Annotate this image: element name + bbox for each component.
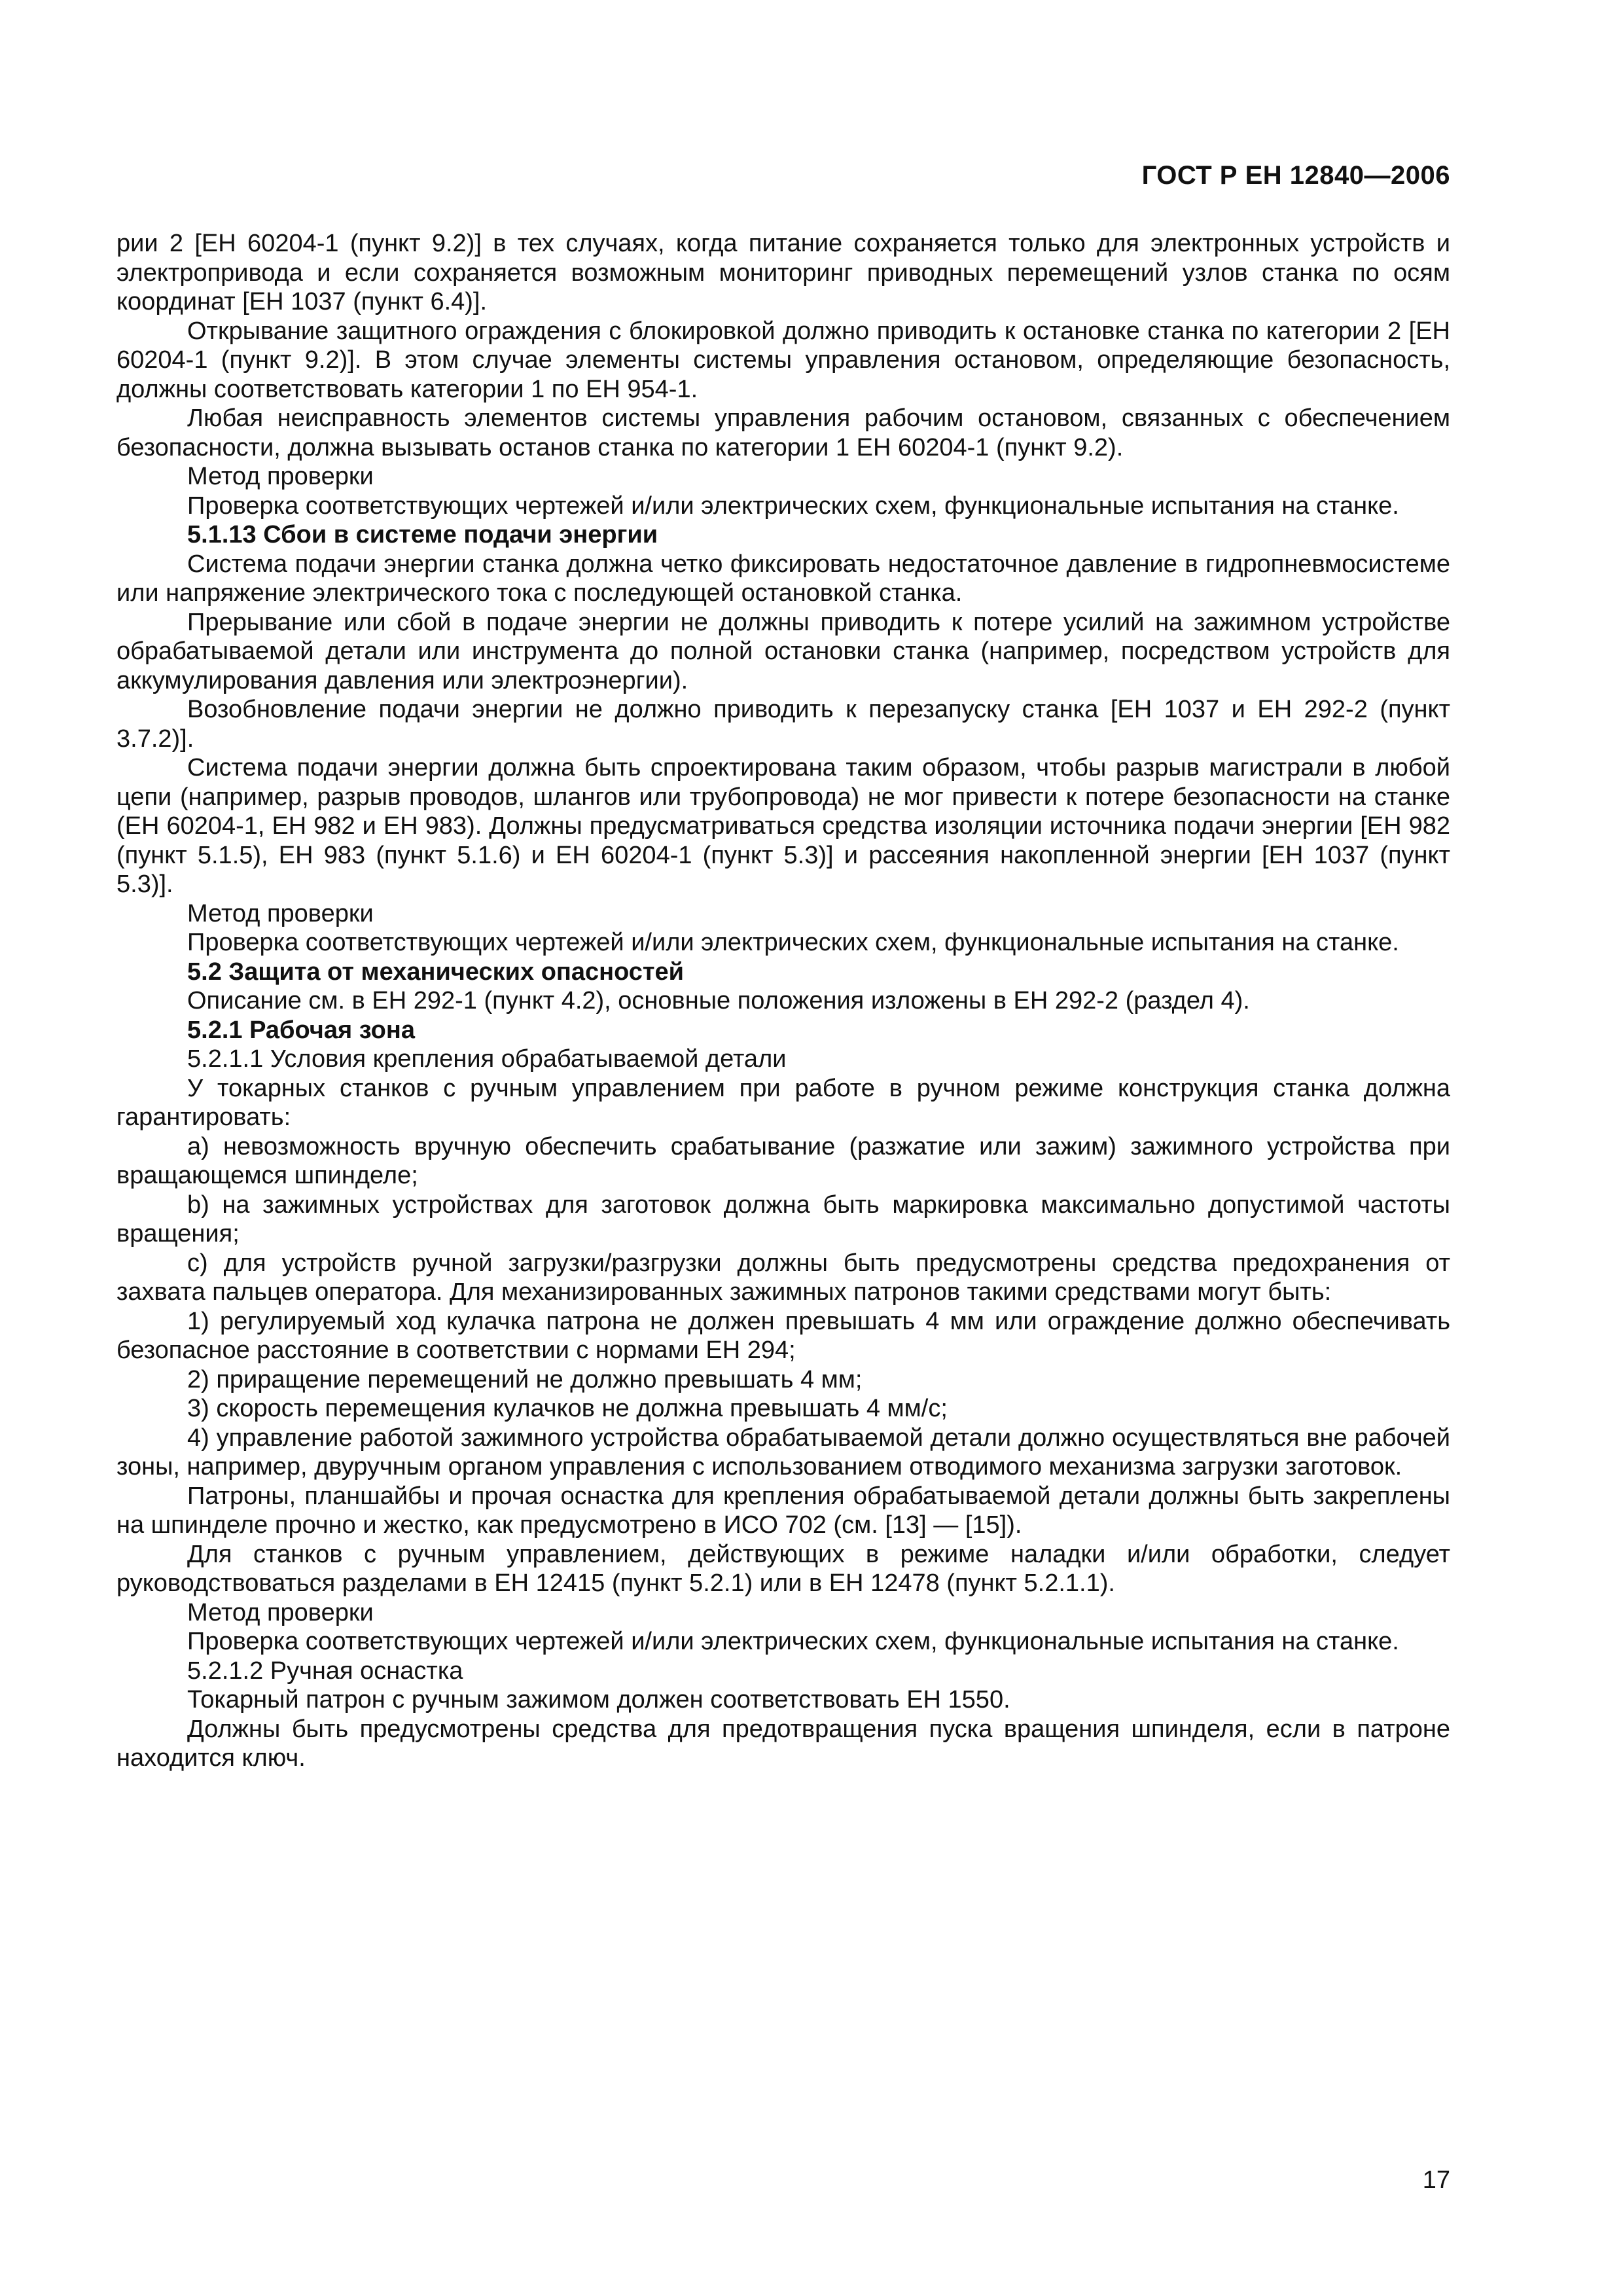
- paragraph: Возобновление подачи энергии не должно приводить к перезапуску станка [ЕН 1037 и ЕН 292-2 (пункт 3.7.2)].: [116, 696, 1450, 753]
- paragraph: Проверка соответствующих чертежей и/или электрических схем, функциональные испытания на станке.: [187, 492, 1399, 520]
- list-item: c) для устройств ручной загрузки/разгрузки должны быть предусмотрены средства предохранения от захвата пальцев оператора. Для механизированных зажимных патронов такими средствами могут быть:: [116, 1249, 1450, 1306]
- document-body: [116, 229, 1450, 1773]
- paragraph: Система подачи энергии должна быть спроектирована таким образом, чтобы разрыв магистрали в любой цепи (например, разрыв проводов, шлангов или трубопровода) не мог привести к потере безопасности на станке (ЕН 60204-1, ЕН 982 и ЕН 983). Должны предусматриваться средства изоляции источника подачи энергии [ЕН 982 (пункт 5.1.5), ЕН 983 (пункт 5.1.6) и ЕН 60204-1 (пункт 5.3)] и рассеяния накопленной энергии [ЕН 1037 (пункт 5.3)].: [116, 754, 1450, 898]
- paragraph: Патроны, планшайбы и прочая оснастка для крепления обрабатываемой детали должны быть закреплены на шпинделе прочно и жестко, как предусмотрено в ИСО 702 (см. [13] — [15]).: [116, 1482, 1450, 1539]
- list-item: a) невозможность вручную обеспечить срабатывание (разжатие или зажим) зажимного устройства при вращающемся шпинделе;: [116, 1132, 1450, 1189]
- list-item: 4) управление работой зажимного устройства обрабатываемой детали должно осуществляться вне рабочей зоны, например, двуручным органом управления с использованием отводимого механизма загрузки заготовок.: [116, 1424, 1450, 1480]
- document-header: ГОСТ Р ЕН 12840—2006: [1141, 161, 1450, 190]
- list-item: 1) регулируемый ход кулачка патрона не должен превышать 4 мм или ограждение должно обеспечивать безопасное расстояние в соответствии с нормами ЕН 294;: [116, 1307, 1450, 1364]
- paragraph: Должны быть предусмотрены средства для предотвращения пуска вращения шпинделя, если в патроне находится ключ.: [116, 1715, 1450, 1772]
- paragraph: Проверка соответствующих чертежей и/или электрических схем, функциональные испытания на станке.: [187, 1628, 1399, 1655]
- paragraph: рии 2 [ЕН 60204-1 (пункт 9.2)] в тех случаях, когда питание сохраняется только для электронных устройств и электропривода и если сохраняется возможным мониторинг приводных перемещений узлов станка по осям координат [ЕН 1037 (пункт 6.4)].: [116, 230, 1450, 315]
- method-label: Метод проверки: [187, 463, 374, 490]
- section-heading: 5.1.13 Сбои в системе подачи энергии: [187, 521, 658, 548]
- method-label: Метод проверки: [187, 899, 374, 927]
- page-number: 17: [1422, 2166, 1450, 2194]
- subsection-title: 5.2.1.2 Ручная оснастка: [187, 1657, 463, 1685]
- paragraph: Для станков с ручным управлением, действующих в режиме наладки и/или обработки, следует руководствоваться разделами в ЕН 12415 (пункт 5.2.1) или в ЕН 12478 (пункт 5.2.1.1).: [116, 1540, 1450, 1597]
- subsection-title: 5.2.1.1 Условия крепления обрабатываемой детали: [187, 1045, 787, 1073]
- method-label: Метод проверки: [187, 1598, 374, 1626]
- section-heading: 5.2.1 Рабочая зона: [187, 1016, 415, 1044]
- paragraph: У токарных станков с ручным управлением при работе в ручном режиме конструкция станка должна гарантировать:: [116, 1074, 1450, 1131]
- paragraph: Открывание защитного ограждения с блокировкой должно приводить к остановке станка по категории 2 [ЕН 60204-1 (пункт 9.2)]. В этом случае элементы системы управления остановом, определяющие безопасность, должны соответствовать категории 1 по ЕН 954-1.: [116, 317, 1450, 403]
- list-item: b) на зажимных устройствах для заготовок должна быть маркировка максимально допустимой частоты вращения;: [116, 1191, 1450, 1247]
- section-heading: 5.2 Защита от механических опасностей: [187, 958, 685, 986]
- list-item: 3) скорость перемещения кулачков не должна превышать 4 мм/с;: [187, 1395, 948, 1422]
- paragraph: Токарный патрон с ручным зажимом должен соответствовать ЕН 1550.: [187, 1686, 1010, 1713]
- paragraph: Прерывание или сбой в подаче энергии не должны приводить к потере усилий на зажимном устройстве обрабатываемой детали или инструмента до полной остановки станка (например, посредством устройств для аккумулирования давления или электроэнергии).: [116, 608, 1450, 694]
- paragraph: Проверка соответствующих чертежей и/или электрических схем, функциональные испытания на станке.: [187, 929, 1399, 956]
- paragraph: Система подачи энергии станка должна четко фиксировать недостаточное давление в гидропневмосистеме или напряжение электрического тока с последующей остановкой станка.: [116, 550, 1450, 607]
- list-item: 2) приращение перемещений не должно превышать 4 мм;: [187, 1365, 863, 1393]
- paragraph: Описание см. в ЕН 292-1 (пункт 4.2), основные положения изложены в ЕН 292-2 (раздел 4).: [187, 987, 1250, 1014]
- paragraph: Любая неисправность элементов системы управления рабочим остановом, связанных с обеспечением безопасности, должна вызывать останов станка по категории 1 ЕН 60204-1 (пункт 9.2).: [116, 404, 1450, 461]
